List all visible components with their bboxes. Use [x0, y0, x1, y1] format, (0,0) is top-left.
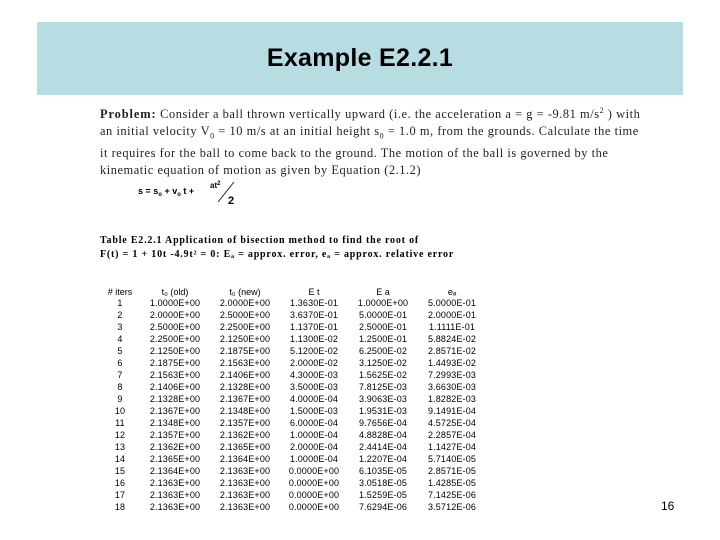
table-cell: 2.0000E+00: [219, 298, 271, 308]
table-cell: 2.1363E+00: [149, 478, 201, 488]
table-row: [100, 309, 486, 321]
equation-mid-sub: o: [177, 192, 181, 198]
table-cell: 2.8571E-05: [427, 466, 477, 476]
table-cell: 2.1875E+00: [149, 358, 201, 368]
problem-text-3: = 10 m/s at an initial height s: [214, 124, 380, 139]
table-row: [100, 453, 486, 465]
table-cell: 1: [117, 298, 123, 308]
table-cell: 6.0000E-04: [289, 418, 339, 428]
table-cell: 3: [117, 322, 123, 332]
table-cell: 2.1328E+00: [219, 382, 271, 392]
table-cell: 12: [114, 430, 126, 440]
problem-text-2: ) with an initial velocity V: [100, 107, 641, 139]
table-cell: 5: [117, 346, 123, 356]
table-cell: 3.5712E-06: [427, 502, 477, 512]
table-cell: 16: [114, 478, 126, 488]
column-header: eₐ: [447, 286, 457, 297]
table-cell: 9.7656E-04: [358, 418, 408, 428]
table-cell: 7.6294E-06: [358, 502, 408, 512]
table-row: [100, 357, 486, 369]
table-cell: 5.0000E-01: [358, 310, 408, 320]
table-cell: 6.2500E-02: [358, 346, 408, 356]
equation-mid2: t +: [180, 186, 195, 196]
table-cell: 2.0000E+00: [149, 310, 201, 320]
table-cell: 9: [117, 394, 123, 404]
table-row: [100, 501, 486, 513]
table-cell: 18: [114, 502, 126, 512]
table-cell: 5.0000E-01: [427, 298, 477, 308]
table-cell: 1.4493E-02: [427, 358, 477, 368]
table-cell: 2.0000E-02: [289, 358, 339, 368]
table-cell: 1.1300E-02: [289, 334, 339, 344]
table-cell: 2.1365E+00: [219, 442, 271, 452]
problem-subscript-v: 0: [210, 131, 215, 141]
table-header-row: [100, 286, 486, 297]
equation-lhs-sub: o: [158, 192, 162, 198]
problem-statement: [100, 102, 645, 179]
table-cell: 1.2500E-01: [358, 334, 408, 344]
table-cell: 2.1875E+00: [219, 346, 271, 356]
table-cell: 1.4285E-05: [427, 478, 477, 488]
table-cell: 2.2857E-04: [427, 430, 477, 440]
table-caption: [100, 234, 620, 261]
table-cell: 6: [117, 358, 123, 368]
table-cell: 2.1357E+00: [149, 430, 201, 440]
page-number: 16: [661, 499, 675, 513]
table-cell: 2.1348E+00: [149, 418, 201, 428]
table-cell: 2.1357E+00: [219, 418, 271, 428]
table-row: [100, 381, 486, 393]
table-cell: 4.5725E-04: [427, 418, 477, 428]
table-cell: 2.1250E+00: [149, 346, 201, 356]
table-cell: 1.0000E+00: [149, 298, 201, 308]
title-band: [37, 22, 683, 95]
table-cell: 2.1364E+00: [149, 466, 201, 476]
table-cell: 7.8125E-03: [358, 382, 408, 392]
svg-text:s = so + vo t +: [138, 186, 194, 198]
table-cell: 2.2500E+00: [219, 322, 271, 332]
table-cell: 2.1367E+00: [149, 406, 201, 416]
table-cell: 3.9063E-03: [358, 394, 408, 404]
equation-graphic: [138, 180, 258, 206]
caption-line-1: Table E2.2.1 Application of bisection method to find the root of: [100, 235, 419, 246]
table-cell: 5.8824E-02: [427, 334, 477, 344]
table-cell: 2: [117, 310, 123, 320]
table-cell: 1.9531E-03: [358, 406, 408, 416]
table-cell: 2.5000E-01: [358, 322, 408, 332]
column-header: # iters: [107, 286, 133, 297]
table-row: [100, 345, 486, 357]
table-cell: 4.8828E-04: [358, 430, 408, 440]
table-cell: 2.1363E+00: [219, 478, 271, 488]
table-cell: 2.1406E+00: [149, 382, 201, 392]
table-row: [100, 477, 486, 489]
table-cell: 2.1363E+00: [219, 466, 271, 476]
table-row: [100, 429, 486, 441]
table-cell: 7: [117, 370, 123, 380]
table-cell: 2.2500E+00: [149, 334, 201, 344]
table-cell: 10: [114, 406, 126, 416]
table-cell: 2.1363E+00: [149, 502, 201, 512]
table-cell: 9.1491E-04: [427, 406, 477, 416]
table-cell: 4.3000E-03: [289, 370, 339, 380]
table-cell: 1.0000E+00: [357, 298, 409, 308]
table-cell: 1.8282E-03: [427, 394, 477, 404]
table-cell: 8: [117, 382, 123, 392]
table-cell: 1.1111E-01: [428, 322, 476, 332]
table-cell: 7.1425E-06: [427, 490, 477, 500]
table-row: [100, 465, 486, 477]
column-header: E a: [376, 286, 390, 297]
column-header: E t: [308, 286, 320, 297]
table-cell: 11: [115, 418, 125, 428]
table-row: [100, 417, 486, 429]
table-row: [100, 297, 486, 309]
table-cell: 2.1328E+00: [149, 394, 201, 404]
table-cell: 1.1427E-04: [427, 442, 477, 452]
equation-lhs: s = s: [138, 186, 159, 196]
table-cell: 0.0000E+00: [288, 502, 340, 512]
column-header: t₀ (old): [161, 286, 189, 297]
table-cell: 1.5625E-02: [358, 370, 408, 380]
table-cell: 4.0000E-04: [289, 394, 339, 404]
problem-text-4: = 1.0 m, from the grounds. Calculate the time it requires for the ball to come back to the ground. The motion of the ball is governed by the kinematic equation of motion as given by Equation (2.1.2): [100, 124, 639, 178]
table-cell: 6.1035E-05: [358, 466, 408, 476]
table-cell: 2.1367E+00: [219, 394, 271, 404]
table-cell: 2.1363E+00: [219, 490, 271, 500]
table-row: [100, 405, 486, 417]
table-cell: 2.1406E+00: [219, 370, 271, 380]
table-cell: 0.0000E+00: [288, 478, 340, 488]
table-cell: 3.6370E-01: [289, 310, 339, 320]
caption-line-2: F(t) = 1 + 10t -4.9t² = 0: Eₐ = approx. error, eₐ = approx. relative error: [100, 248, 455, 260]
table-cell: 2.1365E+00: [149, 454, 201, 464]
table-cell: 2.1563E+00: [149, 370, 201, 380]
table-row: [100, 321, 486, 333]
equation-numerator: $at^2$: [210, 181, 221, 190]
kinematic-equation: [138, 180, 258, 206]
table-cell: 4: [117, 334, 123, 344]
table-cell: 14: [114, 454, 126, 464]
table-cell: 1.2207E-04: [358, 454, 408, 464]
table-cell: 2.1364E+00: [219, 454, 271, 464]
equation-mid: + v: [161, 186, 178, 196]
table-cell: 1.0000E-04: [289, 454, 339, 464]
table-cell: 5.7140E-05: [427, 454, 477, 464]
equation-denominator: 2: [228, 195, 235, 206]
table-cell: 2.5000E+00: [149, 322, 201, 332]
problem-subscript-s: 0: [379, 131, 385, 141]
problem-text-1: Consider a ball thrown vertically upward (i.e. the acceleration a = g = -9.81 m/s: [156, 107, 600, 122]
table-row: [100, 441, 486, 453]
table-cell: 2.8571E-02: [427, 346, 477, 356]
table-cell: 2.0000E-04: [289, 442, 339, 452]
problem-label: Problem:: [100, 107, 157, 122]
table-cell: 2.1363E+00: [219, 502, 271, 512]
table-cell: 2.1563E+00: [219, 358, 271, 368]
table-cell: 1.1370E-01: [289, 322, 339, 332]
table-cell: 3.1250E-02: [358, 358, 408, 368]
table-cell: 2.1362E+00: [149, 442, 201, 452]
table-cell: 2.1362E+00: [219, 430, 271, 440]
table-row: [100, 489, 486, 501]
table-cell: 0.0000E+00: [288, 490, 340, 500]
table-cell: 2.0000E-01: [427, 310, 477, 320]
bisection-table: [100, 286, 486, 513]
table-row: [100, 393, 486, 405]
table-cell: 5.1200E-02: [289, 346, 339, 356]
table-cell: 0.0000E+00: [288, 466, 340, 476]
column-header: t₀ (new): [229, 286, 261, 297]
table-cell: 2.5000E+00: [219, 310, 271, 320]
table-cell: 17: [114, 490, 126, 500]
table-cell: 2.1250E+00: [219, 334, 271, 344]
table-cell: 3.0518E-05: [358, 478, 408, 488]
table-cell: 1.5000E-03: [289, 406, 339, 416]
table-cell: 7.2993E-03: [427, 370, 477, 380]
table-cell: 1.3630E-01: [289, 298, 339, 308]
table-cell: 3.5000E-03: [289, 382, 339, 392]
table-row: [100, 333, 486, 345]
slide-title: Example E2.2.1: [266, 44, 454, 72]
table-body: [100, 297, 486, 513]
table-cell: 13: [114, 442, 126, 452]
problem-exponent: 2: [599, 106, 605, 115]
table-row: [100, 369, 486, 381]
table-cell: 15: [114, 466, 126, 476]
table-cell: 2.4414E-04: [358, 442, 408, 452]
table-cell: 1.0000E-04: [289, 430, 339, 440]
table-cell: 2.1363E+00: [149, 490, 201, 500]
table-cell: 1.5259E-05: [358, 490, 408, 500]
table-cell: 3.6630E-03: [427, 382, 477, 392]
table-cell: 2.1348E+00: [219, 406, 271, 416]
